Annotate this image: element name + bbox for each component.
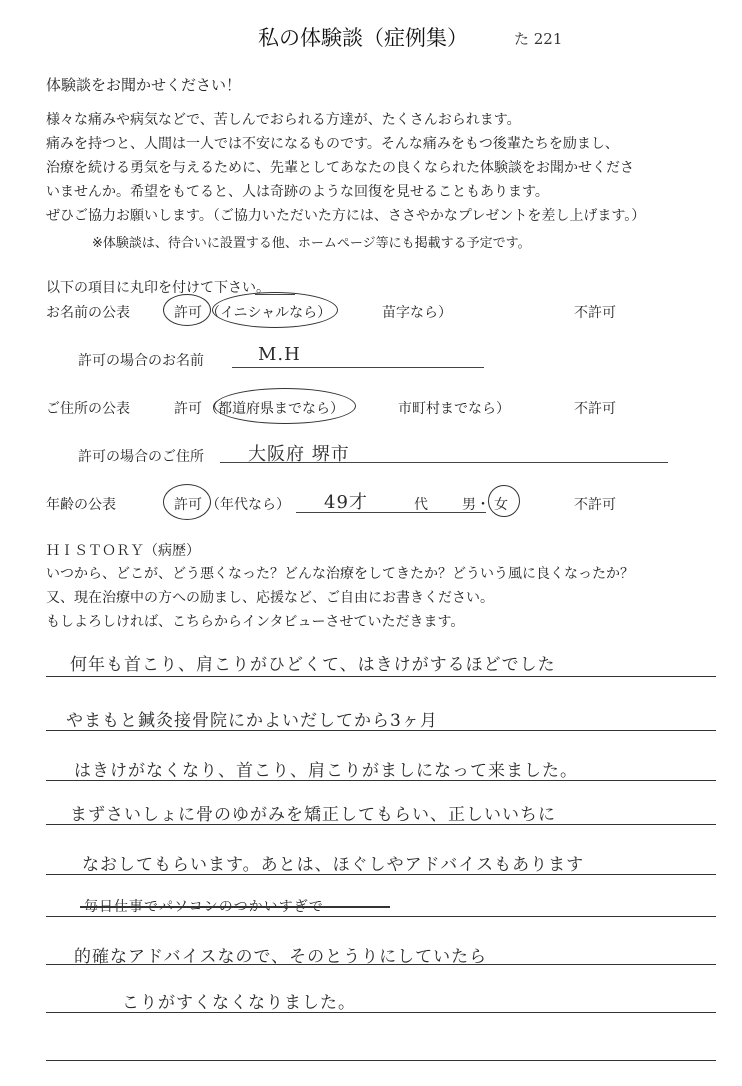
ruled-line	[46, 780, 716, 781]
address-deny-option[interactable]: 不許可	[574, 401, 616, 417]
ruled-line	[46, 824, 716, 825]
form-instruction: 以下の項目に丸印を付けて下さい。	[46, 280, 270, 296]
initial-circle-mark	[212, 292, 338, 328]
address-label: ご住所の公表	[46, 401, 130, 417]
gender-male-option[interactable]: 男・	[462, 497, 490, 513]
history-heading: ＨＩＳＴＯＲＹ（病歴）	[46, 543, 200, 559]
name-label: お名前の公表	[46, 305, 130, 321]
intro-line: ぜひご協力お願いします。（ご協力いただいた方には、ささやかなプレゼントを差し上げます。）	[46, 208, 646, 224]
name-value[interactable]: M.H	[258, 344, 301, 365]
allow-circle-mark	[163, 294, 211, 326]
address-allow-option[interactable]: 許可	[174, 401, 202, 417]
history-prompt-line: いつから、どこが、どう悪くなった？どんな治療をしてきたか？どういう風に良くなったか？	[46, 566, 634, 582]
address-prefecture-option[interactable]: （都道府県までなら）	[204, 401, 344, 417]
intro-line: 様々な痛みや病気などで、苦しんでおられる方達が、たくさんおられます。	[46, 112, 521, 128]
handwritten-id-note: た 221	[514, 30, 563, 48]
ruled-line	[46, 1012, 716, 1013]
age-decade-option[interactable]: （年代なら）	[206, 497, 290, 513]
name-surname-option[interactable]: 苗字なら）	[382, 305, 452, 321]
intro-line: いませんか。希望をもてると、人は奇跡のような回復を見せることもあります。	[46, 184, 549, 200]
age-allow-circle-mark	[163, 484, 211, 520]
strikethrough-mark	[80, 906, 390, 908]
intro-heading: 体験談をお聞かせください！	[46, 76, 242, 94]
ruled-line	[46, 1060, 716, 1061]
prefecture-circle-mark	[214, 388, 356, 424]
address-sub-label: 許可の場合のご住所	[78, 449, 204, 465]
history-prompt-line: もしよろしければ、こちらからインタビューさせていただきます。	[46, 614, 465, 630]
ruled-line	[46, 676, 716, 677]
intro-line: 痛みを持つと、人間は一人では不安になるものです。そんな痛みをもつ後輩たちを励まし、	[46, 136, 619, 152]
history-handwritten-line: まずさいしょに骨のゆがみを矯正してもらい、正しいいちに	[70, 805, 556, 825]
address-underline	[220, 462, 668, 463]
age-deny-option[interactable]: 不許可	[574, 497, 616, 513]
history-handwritten-line: やまもと鍼灸接骨院にかよいだしてから3ヶ月	[66, 711, 438, 731]
ruled-line	[46, 964, 716, 965]
intro-note: ※体験談は、待合いに設置する他、ホームページ等にも掲載する予定です。	[92, 236, 531, 251]
history-handwritten-line: はきけがなくなり、首こり、肩こりがましになって来ました。	[74, 761, 578, 781]
ruled-line	[46, 916, 716, 917]
name-deny-option[interactable]: 不許可	[574, 305, 616, 321]
ruled-line	[46, 730, 716, 731]
ruled-line	[46, 874, 716, 875]
age-allow-option[interactable]: 許可	[174, 497, 202, 513]
address-value[interactable]: 大阪府 堺市	[248, 444, 350, 465]
page-title: 私の体験談（症例集）	[258, 26, 468, 50]
age-dai-label: 代	[414, 497, 428, 513]
name-allow-option[interactable]: 許可	[174, 305, 202, 321]
gender-female-option[interactable]: 女	[494, 497, 508, 513]
history-prompt-line: 又、現在治療中の方への励まし、応援など、ご自由にお書きください。	[46, 590, 494, 606]
age-underline	[296, 512, 486, 513]
age-label: 年齢の公表	[46, 497, 116, 513]
history-struck-line: 毎日仕事でパソコンのつかいすぎで	[84, 899, 324, 915]
name-underline	[232, 367, 484, 368]
history-handwritten-line: 的確なアドバイスなので、そのとうりにしていたら	[74, 947, 488, 967]
female-circle-mark	[488, 485, 520, 517]
age-value[interactable]: 49才	[324, 492, 368, 513]
name-sub-label: 許可の場合のお名前	[78, 353, 204, 369]
intro-line: 治療を続ける勇気を与えるために、先輩としてあなたの良くなられた体験談をお聞かせくださ	[46, 160, 634, 176]
history-handwritten-line: 何年も首こり、肩こりがひどくて、はきけがするほどでした	[70, 655, 556, 675]
history-handwritten-line: なおしてもらいます。あとは、ほぐしやアドバイスもあります	[82, 855, 585, 875]
history-handwritten-line: こりがすくなくなりました。	[122, 993, 356, 1013]
name-initial-option[interactable]: （イニシャルなら）	[206, 305, 332, 321]
address-city-option[interactable]: 市町村までなら）	[398, 401, 510, 417]
